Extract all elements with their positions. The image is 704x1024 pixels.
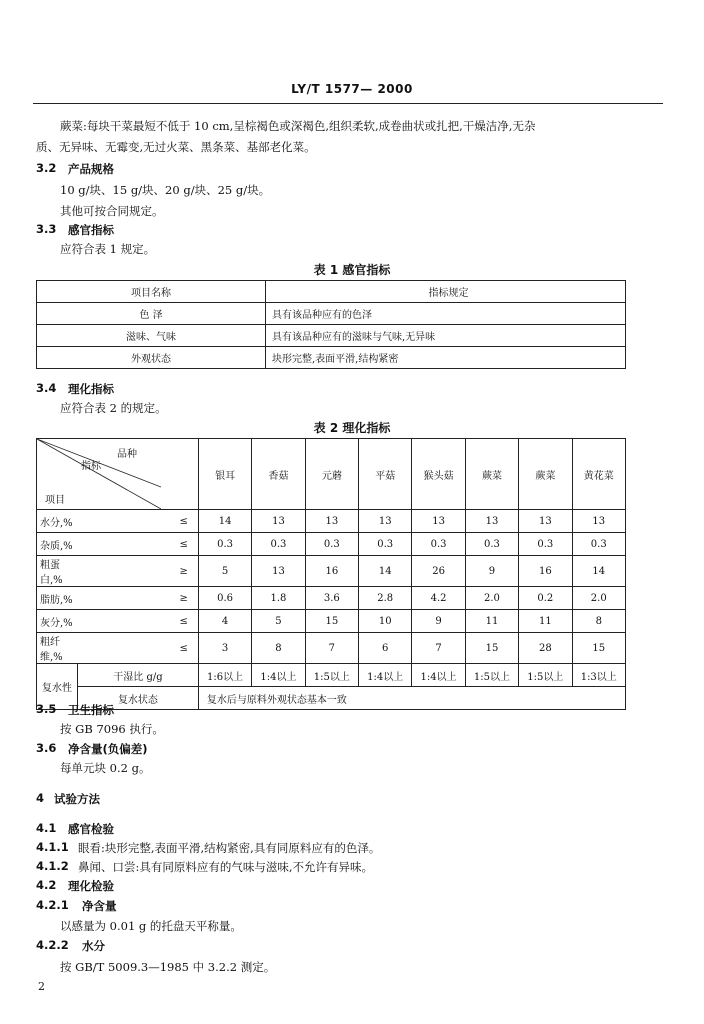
table-cell: 8 <box>252 633 305 664</box>
section-4-2-2-number: 4.2.2 <box>36 938 69 952</box>
section-3-2-title: 产品规格 <box>68 162 114 176</box>
comparison-symbol: ≥ <box>78 587 199 610</box>
section-4-1-1-text: 眼看:块形完整,表面平滑,结构紧密,具有同原料应有的色泽。 <box>78 841 381 855</box>
diag-item-label: 项目 <box>45 495 65 506</box>
table-cell: 3.6 <box>305 587 358 610</box>
section-3-3-title: 感官指标 <box>68 223 114 237</box>
section-4-2-1-line-1: 以感量为 0.01 g 的托盘天平称量。 <box>60 919 242 933</box>
section-4-2-2-line-1: 按 GB/T 5009.3—1985 中 3.2.2 测定。 <box>60 960 276 974</box>
table-row <box>37 303 626 325</box>
table-cell: 滋味、气味 <box>37 325 266 347</box>
table-cell: 5 <box>198 556 251 587</box>
section-3-4-title: 理化指标 <box>68 382 114 396</box>
table-row <box>37 510 626 533</box>
table-row <box>37 533 626 556</box>
rehydration-label: 复水性 <box>37 664 78 710</box>
table-header-row <box>37 281 626 303</box>
table-cell: 16 <box>305 556 358 587</box>
table-cell: 13 <box>305 510 358 533</box>
table-cell: 5 <box>252 610 305 633</box>
table-row <box>37 610 626 633</box>
table-cell: 1.8 <box>252 587 305 610</box>
diag-variety-label: 品种 <box>117 449 137 460</box>
header-rule <box>33 103 663 104</box>
item-name-cell: 灰分,% <box>37 610 78 633</box>
variety-header: 蕨菜 <box>519 439 572 510</box>
section-3-3-line-1: 应符合表 1 规定。 <box>60 242 156 256</box>
variety-header: 平菇 <box>359 439 412 510</box>
table-2-caption: 表 2 理化指标 <box>313 421 391 435</box>
table-cell: 块形完整,表面平滑,结构紧密 <box>266 347 626 369</box>
section-4-2-1-title: 净含量 <box>82 899 117 913</box>
section-4-1-title: 感官检验 <box>68 822 114 836</box>
table-cell: 1:5以上 <box>519 664 572 687</box>
table-cell: 6 <box>359 633 412 664</box>
table-cell: 色 泽 <box>37 303 266 325</box>
intro-line-1: 蕨菜:每块干菜最短不低于 10 cm,呈棕褐色或深褐色,组织柔软,成卷曲状或扎把,干燥洁净,无杂 <box>60 119 536 133</box>
state-label: 复水状态 <box>78 687 199 710</box>
table-cell: 13 <box>412 510 465 533</box>
section-3-6-number: 3.6 <box>36 741 57 755</box>
item-name-cell: 脂肪,% <box>37 587 78 610</box>
table-row <box>37 325 626 347</box>
table-cell: 7 <box>412 633 465 664</box>
table-header-row <box>37 439 626 510</box>
table-cell: 具有该品种应有的色泽 <box>266 303 626 325</box>
comparison-symbol: ≥ <box>78 556 199 587</box>
section-3-5-number: 3.5 <box>36 702 57 716</box>
table-cell: 9 <box>465 556 518 587</box>
variety-header: 猴头菇 <box>412 439 465 510</box>
variety-header: 黄花菜 <box>572 439 625 510</box>
physicochemical-table <box>36 438 626 710</box>
variety-header: 蕨菜 <box>465 439 518 510</box>
table-cell: 0.3 <box>572 533 625 556</box>
table-cell: 0.3 <box>305 533 358 556</box>
section-3-2-number: 3.2 <box>36 161 57 175</box>
diagonal-header-cell <box>37 439 199 510</box>
table-cell: 28 <box>519 633 572 664</box>
table-cell: 15 <box>305 610 358 633</box>
table-cell: 16 <box>519 556 572 587</box>
table-cell: 13 <box>519 510 572 533</box>
table-row <box>37 587 626 610</box>
section-4-2-number: 4.2 <box>36 878 57 892</box>
ratio-label: 干湿比 g/g <box>78 664 199 687</box>
section-3-5-title: 卫生指标 <box>68 703 114 717</box>
table-cell: 14 <box>198 510 251 533</box>
section-4-1-2-text: 鼻闻、口尝:具有同原料应有的气味与滋味,不允许有异味。 <box>78 860 374 874</box>
table-cell: 1:5以上 <box>465 664 518 687</box>
comparison-symbol: ≤ <box>78 510 199 533</box>
table-cell: 13 <box>359 510 412 533</box>
table-cell: 15 <box>572 633 625 664</box>
section-4-2-1-number: 4.2.1 <box>36 898 69 912</box>
table-cell: 13 <box>572 510 625 533</box>
variety-header: 银耳 <box>198 439 251 510</box>
table-1-caption: 表 1 感官指标 <box>313 263 391 277</box>
table-cell: 1:4以上 <box>359 664 412 687</box>
table-cell: 4 <box>198 610 251 633</box>
section-3-4-number: 3.4 <box>36 381 57 395</box>
section-3-2-line-1: 10 g/块、15 g/块、20 g/块、25 g/块。 <box>60 183 271 197</box>
table-row <box>37 687 626 710</box>
section-4-title: 试验方法 <box>54 792 100 806</box>
table-cell: 1:5以上 <box>305 664 358 687</box>
table-cell: 0.2 <box>519 587 572 610</box>
table-cell: 0.3 <box>412 533 465 556</box>
comparison-symbol: ≤ <box>78 633 199 664</box>
sensory-table <box>36 280 626 369</box>
section-4-1-2-number: 4.1.2 <box>36 859 69 873</box>
item-name-cell: 粗纤维,% <box>37 633 78 664</box>
table-cell: 1:4以上 <box>412 664 465 687</box>
table-cell: 4.2 <box>412 587 465 610</box>
table-cell: 8 <box>572 610 625 633</box>
section-3-3-number: 3.3 <box>36 222 57 236</box>
table-cell: 14 <box>572 556 625 587</box>
table-cell: 1:4以上 <box>252 664 305 687</box>
table-cell: 0.3 <box>359 533 412 556</box>
table-cell: 13 <box>465 510 518 533</box>
table-cell: 13 <box>252 510 305 533</box>
table-cell: 9 <box>412 610 465 633</box>
table-cell: 1:3以上 <box>572 664 625 687</box>
table-cell: 具有该品种应有的滋味与气味,无异味 <box>266 325 626 347</box>
variety-header: 元蘑 <box>305 439 358 510</box>
item-name-cell: 水分,% <box>37 510 78 533</box>
comparison-symbol: ≤ <box>78 610 199 633</box>
table-row <box>37 556 626 587</box>
variety-header: 香菇 <box>252 439 305 510</box>
table-row <box>37 633 626 664</box>
table-cell: 2.0 <box>465 587 518 610</box>
diag-index-label: 指标 <box>81 461 101 472</box>
table-cell: 2.8 <box>359 587 412 610</box>
table-cell: 0.3 <box>519 533 572 556</box>
section-4-2-2-title: 水分 <box>82 939 105 953</box>
section-4-1-1-number: 4.1.1 <box>36 840 69 854</box>
table-cell: 1:6以上 <box>198 664 251 687</box>
table-cell: 15 <box>465 633 518 664</box>
table-cell: 0.6 <box>198 587 251 610</box>
table-header-cell: 指标规定 <box>266 281 626 303</box>
state-value: 复水后与原料外观状态基本一致 <box>198 687 625 710</box>
table-cell: 11 <box>465 610 518 633</box>
section-4-2-title: 理化检验 <box>68 879 114 893</box>
section-3-6-title: 净含量(负偏差) <box>68 742 148 756</box>
table-cell: 26 <box>412 556 465 587</box>
intro-line-2: 质、无异味、无霉变,无过火菜、黑条菜、基部老化菜。 <box>36 140 316 154</box>
table-row <box>37 664 626 687</box>
table-row <box>37 347 626 369</box>
table-cell: 0.3 <box>252 533 305 556</box>
table-cell: 10 <box>359 610 412 633</box>
table-cell: 2.0 <box>572 587 625 610</box>
section-4-1-number: 4.1 <box>36 821 57 835</box>
comparison-symbol: ≤ <box>78 533 199 556</box>
section-4-number: 4 <box>36 791 45 805</box>
item-name-cell: 粗蛋白,% <box>37 556 78 587</box>
item-name-cell: 杂质,% <box>37 533 78 556</box>
section-3-5-line-1: 按 GB 7096 执行。 <box>60 722 164 736</box>
table-cell: 外观状态 <box>37 347 266 369</box>
section-3-6-line-1: 每单元块 0.2 g。 <box>60 761 151 775</box>
table-cell: 0.3 <box>465 533 518 556</box>
table-header-cell: 项目名称 <box>37 281 266 303</box>
table-cell: 13 <box>252 556 305 587</box>
page-number: 2 <box>38 980 45 993</box>
section-3-2-line-2: 其他可按合同规定。 <box>60 204 164 218</box>
document-header: LY/T 1577— 2000 <box>291 82 413 96</box>
table-cell: 14 <box>359 556 412 587</box>
table-cell: 7 <box>305 633 358 664</box>
table-cell: 11 <box>519 610 572 633</box>
table-cell: 3 <box>198 633 251 664</box>
table-cell: 0.3 <box>198 533 251 556</box>
section-3-4-line-1: 应符合表 2 的规定。 <box>60 401 167 415</box>
